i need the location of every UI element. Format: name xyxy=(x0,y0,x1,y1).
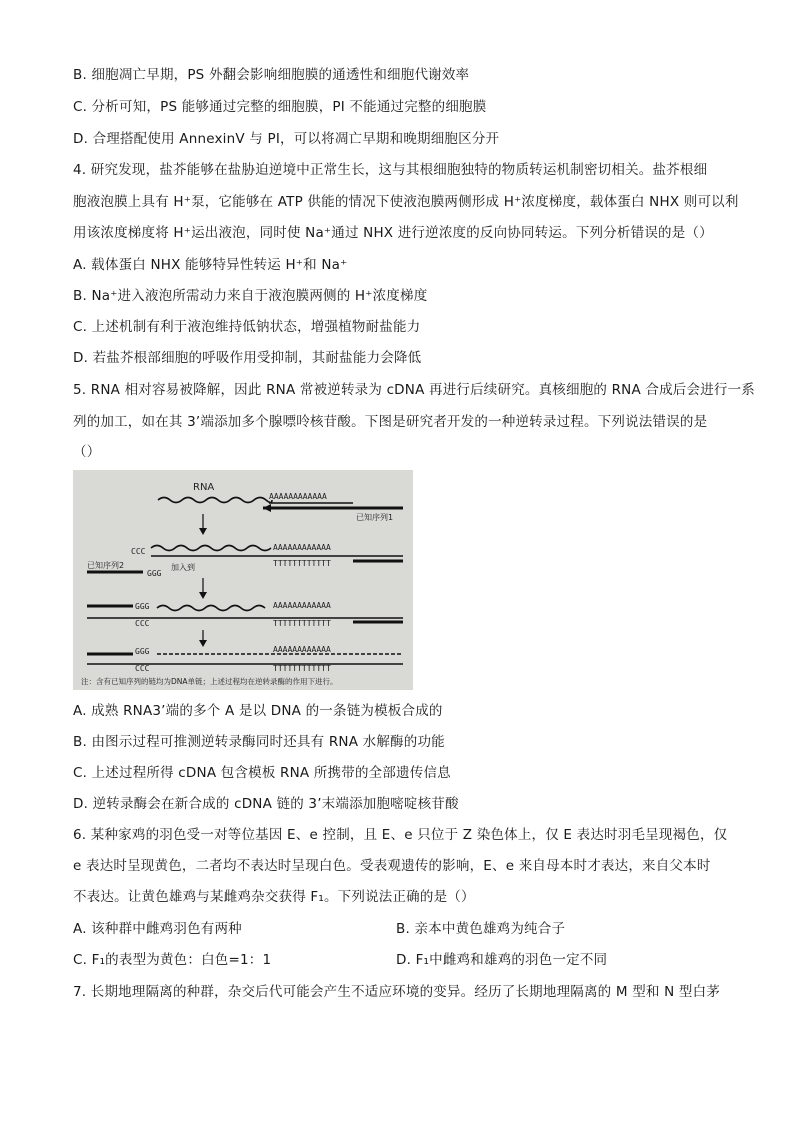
ccc-label-3: CCC xyxy=(135,619,150,628)
text-line: 列的加工，如在其 3’端添加多个腺嘌呤核苷酸。下图是研究者开发的一种逆转录过程。下列说法错误的是 xyxy=(73,414,708,430)
figure-note: 注：含有已知序列的链均为DNA单链；上述过程均在逆转录酶的作用下进行。 xyxy=(81,677,338,686)
poly-t-4: TTTTTTTTTTTT xyxy=(273,664,331,673)
ggg-label: GGG xyxy=(147,569,162,578)
down-arrow-icon xyxy=(199,528,207,535)
text-line: D. 合理搭配使用 AnnexinV 与 PI，可以将凋亡早期和晚期细胞区分开 xyxy=(73,131,500,147)
rna-strand xyxy=(157,606,265,611)
ggg-label-2: GGG xyxy=(135,602,150,611)
text-line: 用该浓度梯度将 H⁺运出液泡，同时使 Na⁺通过 NHX 进行逆浓度的反向协同转运。下列分析错误的是（） xyxy=(73,225,713,241)
seq2-label: 已知序列2 xyxy=(87,561,125,570)
question-6-text: 6. 某种家鸡的羽色受一对等位基因 E、e 控制，且 E、e 只位于 Z 染色体上，仅 E 表达时羽毛呈现褐色，仅 xyxy=(73,827,728,843)
poly-t-3: TTTTTTTTTTTT xyxy=(273,619,331,628)
option-b: B. Na⁺进入液泡所需动力来自于液泡膜两侧的 H⁺浓度梯度 xyxy=(73,288,428,304)
rna-label: RNA xyxy=(193,482,215,493)
option-b: B. 由图示过程可推测逆转录酶同时还具有 RNA 水解酶的功能 xyxy=(73,734,445,750)
poly-t-2: TTTTTTTTTTTT xyxy=(273,559,331,568)
seq1-label: 已知序列1 xyxy=(356,513,394,522)
text-line: 不表达。让黄色雄鸡与某雌鸡杂交获得 F₁。下列说法正确的是（） xyxy=(73,889,475,905)
reverse-transcription-figure xyxy=(73,470,413,690)
text-line: （） xyxy=(73,444,101,460)
ccc-label-4: CCC xyxy=(135,664,150,673)
option-c: C. F₁的表型为黄色：白色=1：1 xyxy=(73,952,272,968)
option-d: D. F₁中雌鸡和雄鸡的羽色一定不同 xyxy=(396,952,608,968)
poly-a-2: AAAAAAAAAAAA xyxy=(273,543,331,552)
arrowhead-icon xyxy=(263,504,271,512)
down-arrow-icon xyxy=(199,640,207,647)
question-7-text: 7. 长期地理隔离的种群，杂交后代可能会产生不适应环境的变异。经历了长期地理隔离的 M 型和 N 型白茅 xyxy=(73,984,720,1000)
option-c: C. 上述过程所得 cDNA 包含模板 RNA 所携带的全部遗传信息 xyxy=(73,765,451,781)
rna-strand xyxy=(151,546,271,551)
ggg-label-4: GGG xyxy=(135,647,150,656)
option-a: A. 该种群中雌鸡羽色有两种 xyxy=(73,921,242,937)
text-line: B. 细胞凋亡早期，PS 外翻会影响细胞膜的通透性和细胞代谢效率 xyxy=(73,67,470,83)
option-c: C. 上述机制有利于液泡维持低钠状态，增强植物耐盐能力 xyxy=(73,319,421,335)
down-arrow-icon xyxy=(199,592,207,599)
poly-a-4: AAAAAAAAAAAA xyxy=(273,645,331,654)
option-b: B. 亲本中黄色雄鸡为纯合子 xyxy=(396,921,566,937)
option-d: D. 若盐芥根部细胞的呼吸作用受抑制，其耐盐能力会降低 xyxy=(73,350,422,366)
option-a: A. 载体蛋白 NHX 能够特异性转运 H⁺和 Na⁺ xyxy=(73,257,348,273)
poly-a-3: AAAAAAAAAAAA xyxy=(273,601,331,610)
rna-strand xyxy=(158,498,272,503)
add-agent-label: 加入到 xyxy=(171,563,195,572)
option-d: D. 逆转录酶会在新合成的 cDNA 链的 3’末端添加胞嘧啶核苷酸 xyxy=(73,796,459,812)
question-4-text: 4. 研究发现，盐芥能够在盐胁迫逆境中正常生长，这与其根细胞独特的物质转运机制密切相关。盐芥根细 xyxy=(73,162,708,178)
question-5-text: 5. RNA 相对容易被降解，因此 RNA 常被逆转录为 cDNA 再进行后续研究。真核细胞的 RNA 合成后会进行一系 xyxy=(73,382,756,398)
text-line: e 表达时呈现黄色，二者均不表达时呈现白色。受表观遗传的影响，E、e 来自母本时才表达，来自父本时 xyxy=(73,858,711,874)
text-line: 胞液泡膜上具有 H⁺泵，它能够在 ATP 供能的情况下使液泡膜两侧形成 H⁺浓度梯度，载体蛋白 NHX 则可以利 xyxy=(73,194,739,210)
option-a: A. 成熟 RNA3’端的多个 A 是以 DNA 的一条链为模板合成的 xyxy=(73,703,443,719)
text-line: C. 分析可知，PS 能够通过完整的细胞膜，PI 不能通过完整的细胞膜 xyxy=(73,99,487,115)
poly-a-1: AAAAAAAAAAAA xyxy=(269,492,327,501)
ccc-label: CCC xyxy=(131,547,146,556)
